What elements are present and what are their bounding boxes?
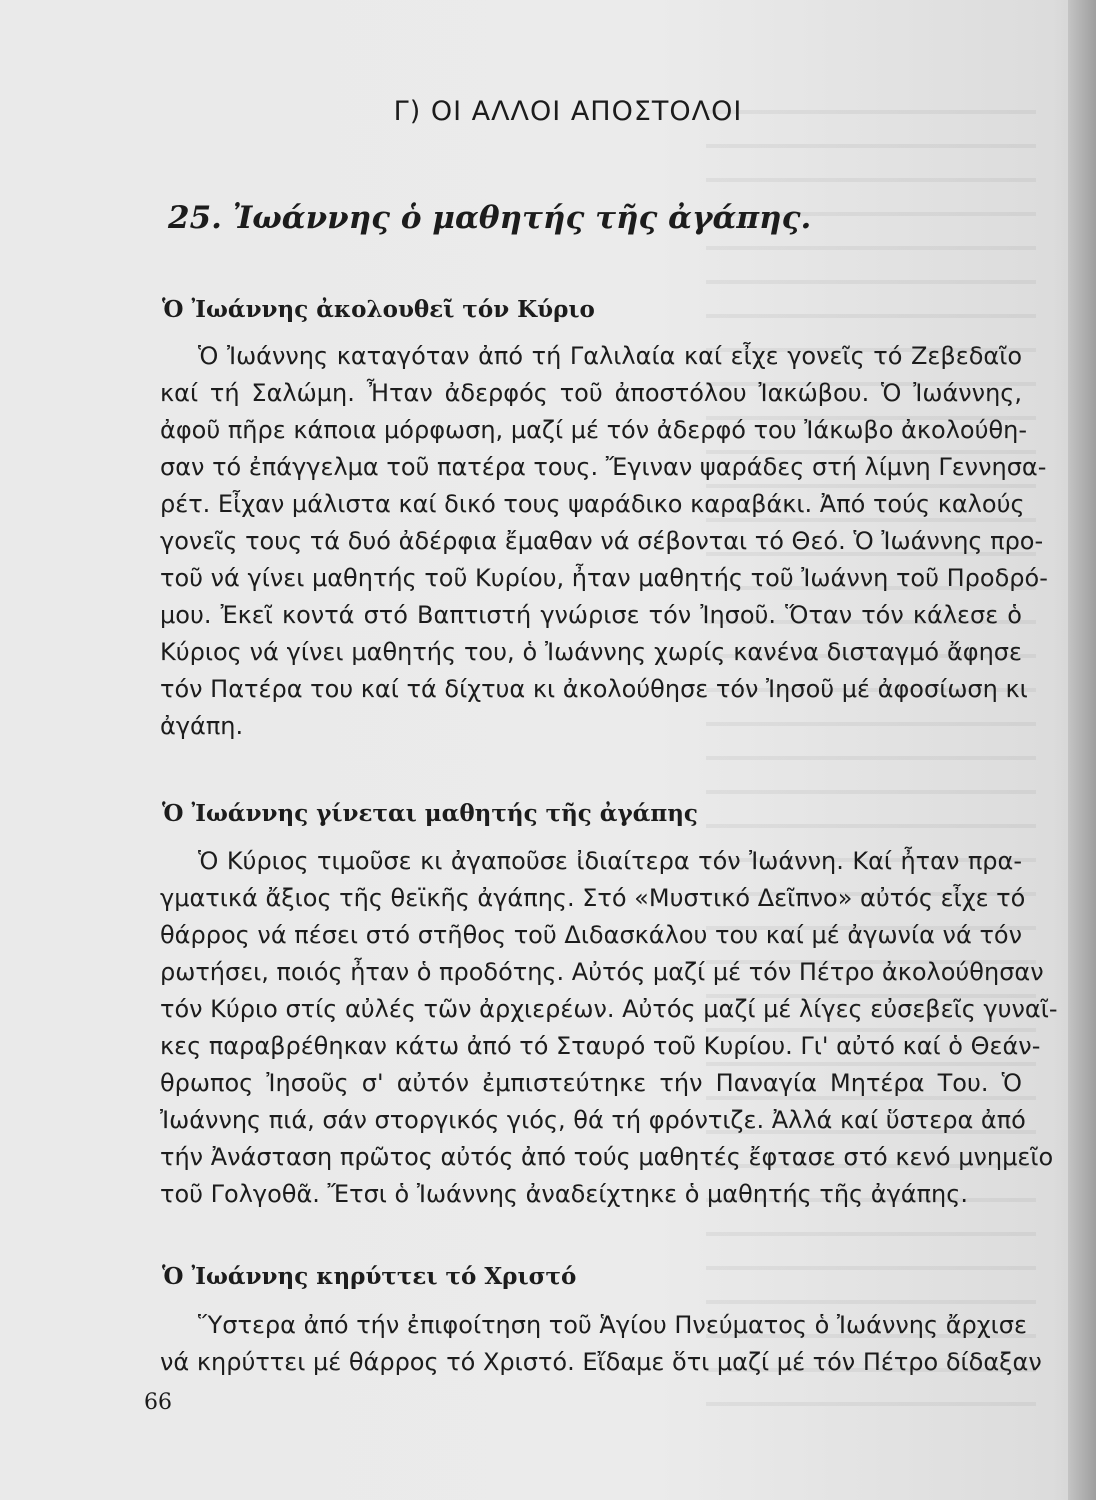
section-heading-disciple-of-love: Ὁ Ἰωάννης γίνεται μαθητής τῆς ἀγάπης	[162, 800, 698, 827]
book-spine-shadow	[1068, 0, 1096, 1500]
text-line: Κύριος νά γίνει μαθητής του, ὁ Ἰωάννης χωρίς κανένα δισταγμό ἄφησε	[160, 638, 1022, 666]
lesson-title: 25. Ἰωάννης ὁ μαθητής τῆς ἀγάπης.	[168, 200, 812, 236]
section-heading-follows-lord: Ὁ Ἰωάννης ἀκολουθεῖ τόν Κύριο	[162, 296, 595, 323]
bleed-through-shadow	[706, 80, 1036, 1420]
text-line: Ὁ Ἰωάννης καταγόταν ἀπό τή Γαλιλαία καί εἶχε γονεῖς τό Ζεβεδαῖο	[198, 342, 1022, 370]
section-body-disciple-of-love	[160, 843, 1058, 1213]
text-line: τήν Ἀνάσταση πρῶτος αὐτός ἀπό τούς μαθητές ἔφτασε στό κενό μνημεῖο	[160, 1143, 1054, 1171]
page-number: 66	[144, 1390, 172, 1415]
text-line: τόν Κύριο στίς αὐλές τῶν ἀρχιερέων. Αὐτός μαζί μέ λίγες εὐσεβεῖς γυναῖ-	[160, 995, 1058, 1023]
text-line: νά κηρύττει μέ θάρρος τό Χριστό. Εἴδαμε ὅτι μαζί μέ τόν Πέτρο δίδαξαν	[160, 1348, 1042, 1376]
text-line: θάρρος νά πέσει στό στῆθος τοῦ Διδασκάλου του καί μέ ἀγωνία νά τόν	[160, 921, 1022, 949]
section-body-preaches-christ	[160, 1307, 1042, 1381]
text-line: ρωτήσει, ποιός ἦταν ὁ προδότης. Αὐτός μαζί μέ τόν Πέτρο ἀκολούθησαν	[160, 958, 1044, 986]
text-line: γονεῖς τους τά δυό ἀδέρφια ἔμαθαν νά σέβονται τό Θεό. Ὁ Ἰωάννης προ-	[160, 527, 1044, 555]
text-line: μου. Ἐκεῖ κοντά στό Βαπτιστή γνώρισε τόν Ἰησοῦ. Ὅταν τόν κάλεσε ὁ	[160, 601, 1022, 629]
text-line: ἀφοῦ πῆρε κάποια μόρφωση, μαζί μέ τόν ἀδερφό του Ἰάκωβο ἀκολούθη-	[160, 416, 1028, 444]
text-line: τοῦ Γολγοθᾶ. Ἔτσι ὁ Ἰωάννης ἀναδείχτηκε ὁ μαθητής τῆς ἀγάπης.	[160, 1180, 968, 1208]
text-line: γματικά ἄξιος τῆς θεϊκῆς ἀγάπης. Στό «Μυστικό Δεῖπνο» αὐτός εἶχε τό	[160, 884, 1026, 912]
section-heading-preaches-christ: Ὁ Ἰωάννης κηρύττει τό Χριστό	[162, 1263, 577, 1290]
text-line: ρέτ. Εἶχαν μάλιστα καί δικό τους ψαράδικο καραβάκι. Ἀπό τούς καλούς	[160, 490, 1025, 518]
text-line: θρωπος Ἰησοῦς σ' αὐτόν ἐμπιστεύτηκε τήν Παναγία Μητέρα Του. Ὁ	[160, 1069, 1022, 1097]
text-line: καί τή Σαλώμη. Ἦταν ἀδερφός τοῦ ἀποστόλου Ἰακώβου. Ὁ Ἰωάννης,	[160, 379, 1022, 407]
text-line: τοῦ νά γίνει μαθητής τοῦ Κυρίου, ἦταν μαθητής τοῦ Ἰωάννη τοῦ Προδρό-	[160, 564, 1048, 592]
text-line: κες παραβρέθηκαν κάτω ἀπό τό Σταυρό τοῦ Κυρίου. Γι' αὐτό καί ὁ Θεάν-	[160, 1032, 1041, 1060]
text-line: ἀγάπη.	[160, 712, 244, 740]
text-line: Ἰωάννης πιά, σάν στοργικός γιός, θά τή φρόντιζε. Ἀλλά καί ὕστερα ἀπό	[160, 1106, 1026, 1134]
text-line: Ὁ Κύριος τιμοῦσε κι ἀγαποῦσε ἰδιαίτερα τόν Ἰωάννη. Καί ἦταν πρα-	[198, 847, 1022, 875]
text-line: Ὕστερα ἀπό τήν ἐπιφοίτηση τοῦ Ἁγίου Πνεύματος ὁ Ἰωάννης ἄρχισε	[198, 1311, 1027, 1339]
text-line: σαν τό ἐπάγγελμα τοῦ πατέρα τους. Ἔγιναν ψαράδες στή λίμνη Γεννησα-	[160, 453, 1047, 481]
section-body-follows-lord	[160, 338, 1048, 745]
text-line: τόν Πατέρα του καί τά δίχτυα κι ἀκολούθησε τόν Ἰησοῦ μέ ἀφοσίωση κι	[160, 675, 1028, 703]
chapter-heading: Γ) ΟΙ ΑΛΛΟΙ ΑΠΟΣΤΟΛΟΙ	[393, 96, 743, 127]
